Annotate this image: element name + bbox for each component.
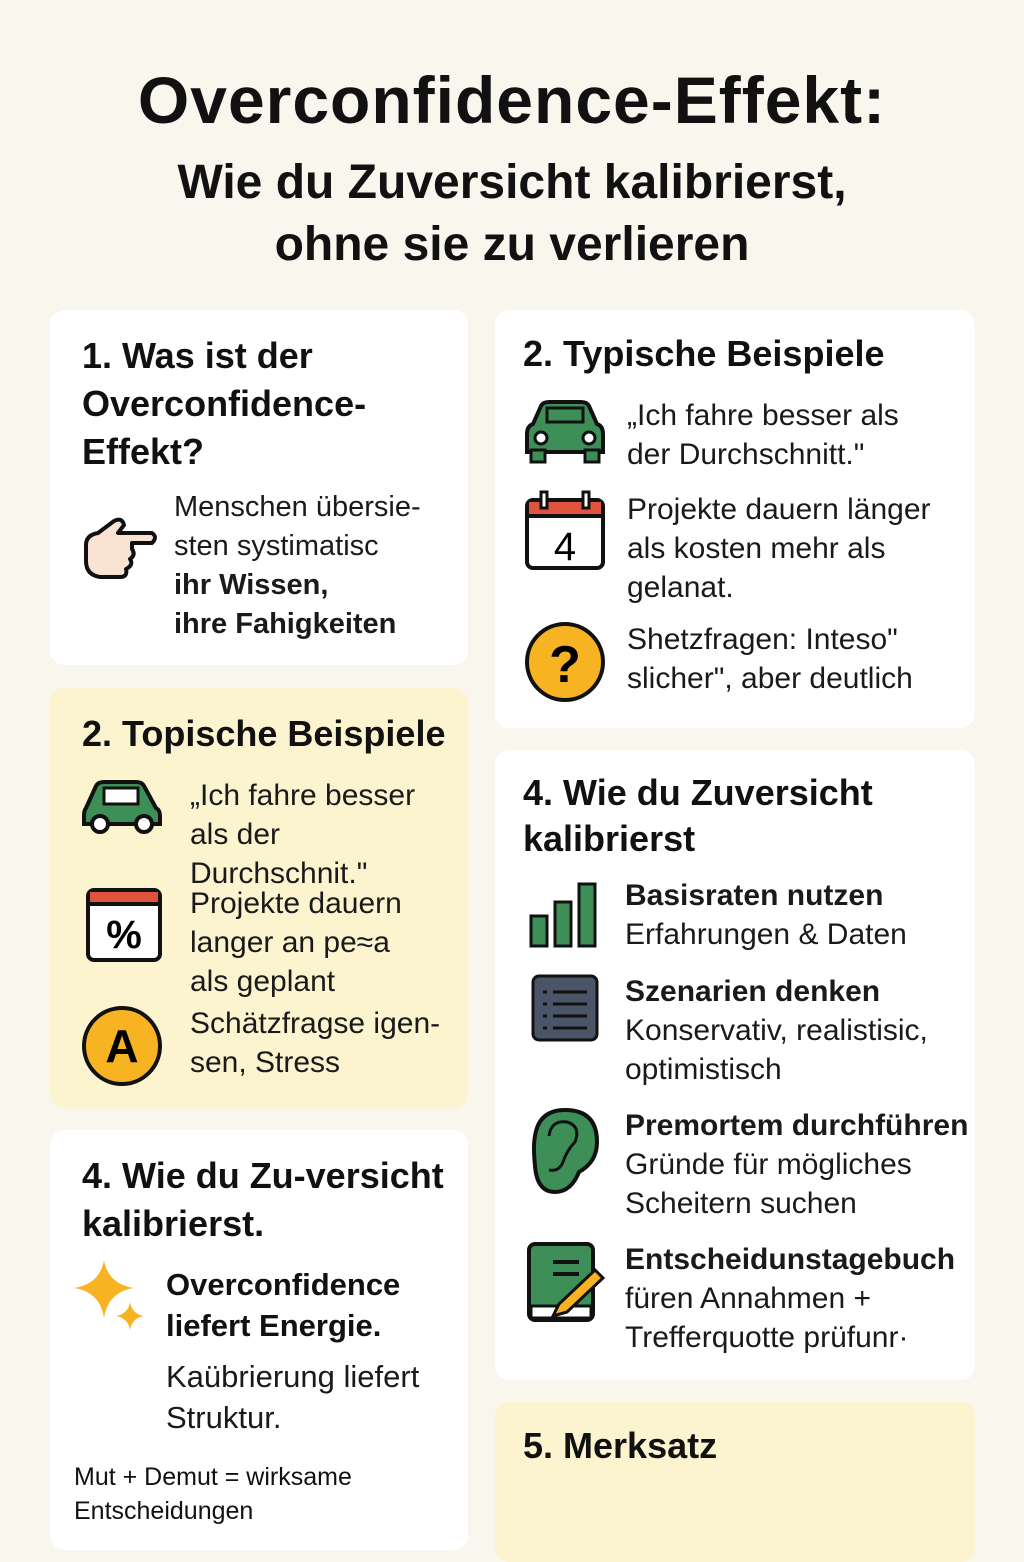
item-title: Premortem durchführen — [625, 1109, 969, 1142]
list-item — [523, 876, 907, 954]
card-heading: 2. Typische Beispiele — [523, 333, 885, 374]
calendar-icon — [523, 490, 607, 574]
card-calibrate-left — [50, 1130, 468, 1550]
item-title: Basisraten nutzen — [625, 879, 884, 912]
ear-icon — [523, 1106, 607, 1196]
item-text: Schätzfragse igen-sen, Stress — [190, 1007, 441, 1079]
pointing-hand-icon — [80, 515, 160, 590]
text-line: sten systimatisc — [174, 530, 379, 562]
list-icon — [523, 972, 607, 1044]
item-text: Konservativ, realistisic, optimistisch — [625, 1014, 928, 1086]
car-icon — [523, 396, 607, 466]
card-calibrate — [495, 750, 975, 1380]
item-content — [625, 876, 907, 954]
list-item — [523, 396, 927, 474]
list-item — [80, 884, 420, 1001]
definition-text — [174, 488, 421, 644]
item-title: Entscheidunstagebuch — [625, 1243, 956, 1276]
text-line: ihr Wissen, — [174, 569, 329, 601]
footer-text: Mut + Demut = wirksame Entscheidungen — [74, 1463, 352, 1525]
list-item — [523, 1240, 955, 1357]
item-text: Erfahrungen & Daten — [625, 918, 907, 951]
item-content — [625, 1106, 968, 1223]
structure-text: Kaübrierung liefert Struktur. — [166, 1359, 420, 1435]
card-examples — [495, 310, 975, 728]
calendar-day: 4 — [553, 525, 577, 569]
item-text: „Ich fahre besser als der Durchschnit." — [190, 779, 416, 890]
car-icon — [80, 776, 164, 836]
item-title: Szenarien denken — [625, 975, 881, 1008]
bar-chart-icon — [523, 876, 607, 952]
notebook-pencil-icon — [523, 1240, 607, 1324]
list-item — [523, 1106, 968, 1223]
card-heading: 5. Merksatz — [523, 1425, 718, 1466]
card-heading: 4. Wie du Zu-versicht kalibrierst. — [82, 1155, 444, 1244]
svg-text:?: ? — [549, 636, 581, 694]
list-item — [523, 490, 957, 607]
card-definition — [50, 310, 468, 665]
item-text: Gründe für mögliches Scheitern suchen — [625, 1148, 912, 1220]
list-item — [80, 1004, 460, 1088]
card-heading: 4. Wie du Zuversicht kalibrierst — [523, 772, 873, 859]
item-text: Shetzfragen: Inteso" slicher", aber deutlich — [627, 623, 913, 695]
list-item — [523, 620, 957, 704]
item-text: füren Annahmen + Trefferquotte prüfunr· — [625, 1282, 909, 1354]
sparkle-icon — [72, 1258, 152, 1343]
card-merksatz — [495, 1402, 975, 1562]
page-title: Overconfidence-Effekt: — [137, 63, 887, 137]
card-examples-yellow — [50, 688, 468, 1108]
letter-a-icon — [80, 1004, 164, 1088]
item-text: Projekte dauern langer an pe≈a als geplant — [190, 887, 402, 998]
item-text: „Ich fahre besser als der Durchschnitt." — [627, 399, 899, 471]
card-heading: 1. Was ist der Overconfidence-Effekt? — [82, 335, 367, 472]
svg-text:A: A — [105, 1020, 139, 1072]
item-text: Projekte dauern länger als kosten mehr als gelanat. — [627, 493, 931, 604]
card-heading: 2. Topische Beispiele — [82, 713, 446, 754]
list-item — [80, 776, 460, 893]
calendar-percent-icon — [80, 884, 164, 964]
text-line: Menschen übersie- — [174, 491, 421, 523]
item-content — [625, 1240, 955, 1357]
question-icon — [523, 620, 607, 704]
text-line: ihre Fahigkeiten — [174, 608, 397, 640]
energy-text: Overconfidence liefert Energie. — [166, 1267, 401, 1343]
page-subtitle: Wie du Zuversicht kalibrierst, ohne sie zu verlieren — [177, 156, 847, 271]
svg-text:%: % — [106, 913, 142, 957]
item-content — [625, 972, 955, 1089]
list-item — [523, 972, 955, 1089]
